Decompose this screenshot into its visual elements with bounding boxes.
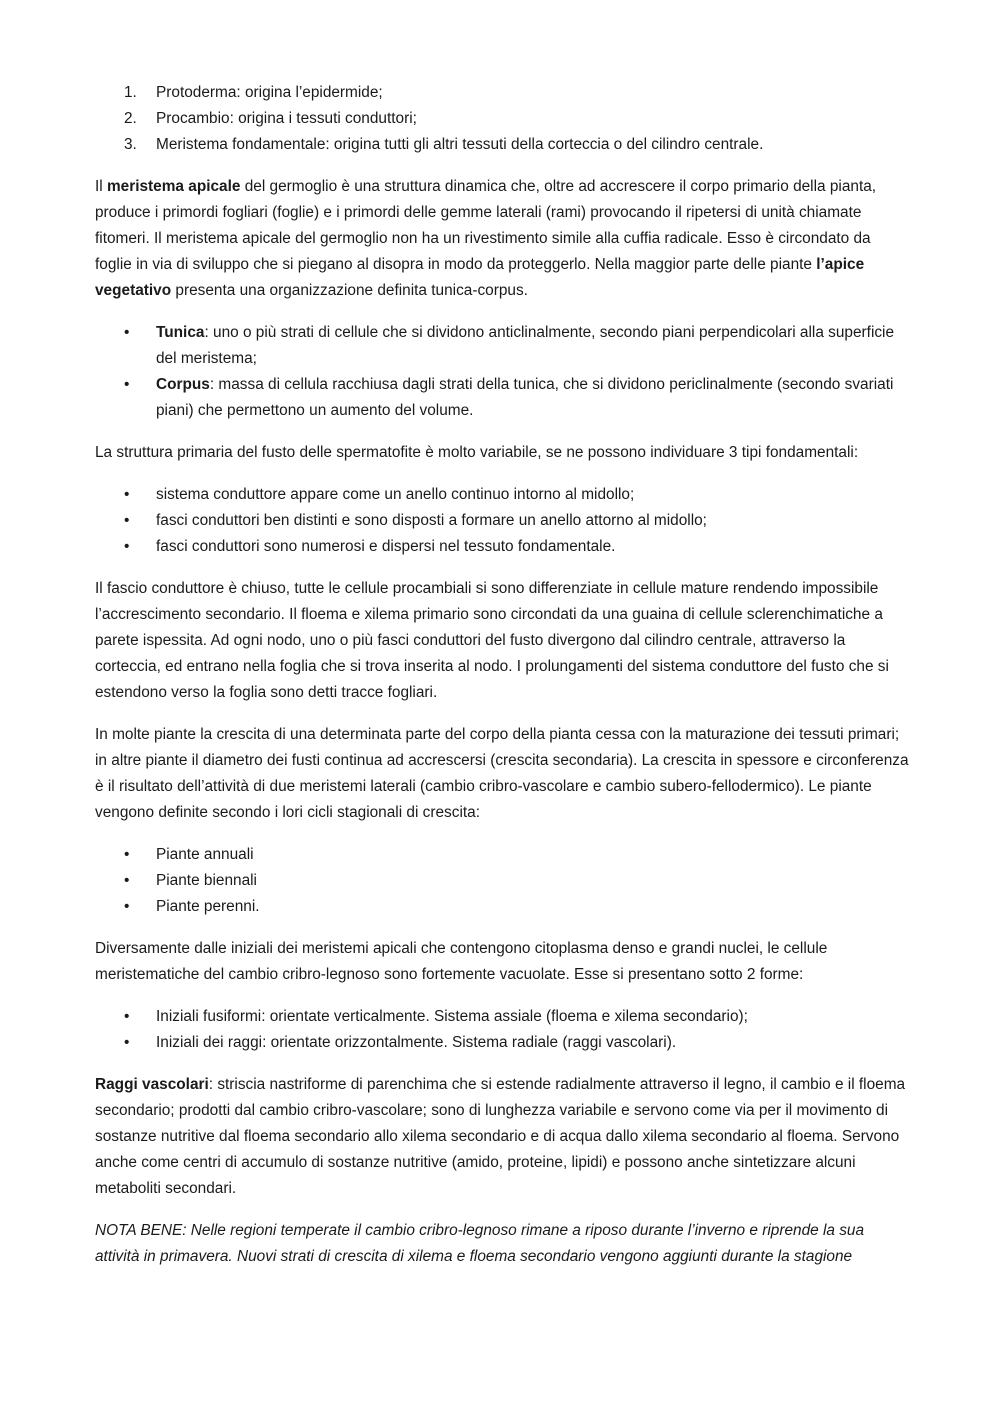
list-item — [95, 1030, 910, 1056]
list-item-text: Protoderma: origina l’epidermide; — [156, 84, 383, 101]
list-item-text: Piante biennali — [156, 872, 257, 889]
list-item-text: : massa di cellula racchiusa dagli strati della tunica, che si dividono periclinalmente (secondo svariati piani) che permettono un aumento del volume. — [156, 376, 894, 419]
text-run: : striscia nastriforme di parenchima che si estende radialmente attraverso il legno, il cambio e il floema secondario; prodotti dal cambio cribro-vascolare; sono di lunghezza variabile e servono come via per il movimento di sostanze nutritive dal floema secondario allo xilema secondario e di acqua dallo xilema secondario al floema. Servono anche come centri di accumulo di sostanze nutritive (amido, proteine, lipidi) e possono anche sintetizzare alcuni metaboliti secondari. — [95, 1076, 906, 1197]
bullet-icon: • — [124, 376, 130, 393]
bullet-icon: • — [124, 1034, 130, 1051]
list-item-text: Procambio: origina i tessuti conduttori; — [156, 110, 417, 127]
paragraph-cambium-cells: Diversamente dalle iniziali dei meristemi apicali che contengono citoplasma denso e grandi nuclei, le cellule meristematiche del cambio cribro-legnoso sono fortemente vacuolate. Esse si presentano sotto 2 forme: — [95, 940, 828, 983]
paragraph-secondary-growth: In molte piante la crescita di una determinata parte del corpo della pianta cessa con la maturazione dei tessuti primari; in altre piante il diametro dei fusti continua ad accrescersi (crescita secondaria). La crescita in spessore e circonferenza è il risultato dell’attività di due meristemi laterali (cambio cribro-vascolare e cambio subero-fellodermico). Le piante vengono definite secondo i lori cicli stagionali di crescita: — [95, 726, 909, 821]
bold-term: Corpus — [156, 376, 210, 393]
list-number: 1. — [124, 84, 137, 101]
list-item — [95, 106, 910, 132]
list-number: 2. — [124, 110, 137, 127]
paragraph-vascular-rays — [95, 1072, 910, 1202]
list-item-text: fasci conduttori ben distinti e sono disposti a formare un anello attorno al midollo; — [156, 512, 707, 529]
list-item — [95, 320, 910, 372]
list-item-text: Piante perenni. — [156, 898, 260, 915]
list-item-text: Iniziali dei raggi: orientate orizzontalmente. Sistema radiale (raggi vascolari). — [156, 1034, 677, 1051]
bullet-icon: • — [124, 486, 130, 503]
paragraph-primary-structure: La struttura primaria del fusto delle spermatofite è molto variabile, se ne possono individuare 3 tipi fondamentali: — [95, 444, 859, 461]
bullet-icon: • — [124, 324, 130, 341]
list-item-text: fasci conduttori sono numerosi e dispersi nel tessuto fondamentale. — [156, 538, 616, 555]
bullet-list-initials — [95, 1004, 910, 1056]
bullet-icon: • — [124, 538, 130, 555]
list-item — [95, 80, 910, 106]
text-run: presenta una organizzazione definita tunica-corpus. — [171, 282, 528, 299]
bullet-icon: • — [124, 898, 130, 915]
bullet-icon: • — [124, 872, 130, 889]
list-item — [95, 1004, 910, 1030]
list-item — [95, 868, 910, 894]
list-item — [95, 508, 910, 534]
bullet-list-tunica-corpus — [95, 320, 910, 424]
paragraph-vascular-bundle: Il fascio conduttore è chiuso, tutte le cellule procambiali si sono differenziate in cellule mature rendendo impossibile l’accrescimento secondario. Il floema e xilema primario sono circondati da una guaina di cellule sclerenchimatiche a parete ispessita. Ad ogni nodo, uno o più fasci conduttori del fusto divergono dal cilindro centrale, attraverso la corteccia, ed entrano nella foglia che si trova inserita al nodo. I prolungamenti del sistema conduttore del fusto che si estendono verso la foglia sono detti tracce fogliari. — [95, 580, 889, 701]
text-run: del germoglio è una struttura dinamica che, oltre ad accrescere il corpo primario della pianta, produce i primordi fogliari (foglie) e i primordi delle gemme laterali (rami) provocando il ripetersi di unità chiamate fitomeri. Il meristema apicale del germoglio non ha un rivestimento simile alla cuffia radicale. Esso è circondato da foglie in via di sviluppo che si piegano al disopra in modo da proteggerlo. Nella maggior parte delle piante — [95, 178, 877, 273]
bullet-list-plant-cycles — [95, 842, 910, 920]
bullet-icon: • — [124, 512, 130, 529]
bold-term: Tunica — [156, 324, 205, 341]
list-number: 3. — [124, 136, 137, 153]
bold-term: meristema apicale — [106, 178, 241, 195]
bullet-list-stem-types — [95, 482, 910, 560]
list-item — [95, 534, 910, 560]
paragraph-apical-meristem — [95, 174, 910, 304]
list-item — [95, 842, 910, 868]
bold-term: Raggi vascolari — [95, 1076, 209, 1093]
bullet-icon: • — [124, 1008, 130, 1025]
list-item-text: Iniziali fusiformi: orientate verticalmente. Sistema assiale (floema e xilema secondario); — [156, 1008, 748, 1025]
note-paragraph: NOTA BENE: Nelle regioni temperate il cambio cribro-legnoso rimane a riposo durante l’inverno e riprende la sua attività in primavera. Nuovi strati di crescita di xilema e floema secondario vengono aggiunti durante la stagione — [95, 1222, 865, 1265]
text-run: Il — [95, 178, 107, 195]
list-item — [95, 132, 910, 158]
list-item-text: Meristema fondamentale: origina tutti gli altri tessuti della corteccia o del cilindro centrale. — [156, 136, 764, 153]
bullet-icon: • — [124, 846, 130, 863]
numbered-list-meristems — [95, 80, 910, 158]
list-item-text: sistema conduttore appare come un anello continuo intorno al midollo; — [156, 486, 635, 503]
list-item-text: Piante annuali — [156, 846, 254, 863]
bold-term: l’apice vegetativo — [95, 256, 865, 299]
list-item-text: : uno o più strati di cellule che si dividono anticlinalmente, secondo piani perpendicolari alla superficie del meristema; — [156, 324, 895, 367]
list-item — [95, 482, 910, 508]
list-item — [95, 894, 910, 920]
list-item — [95, 372, 910, 424]
